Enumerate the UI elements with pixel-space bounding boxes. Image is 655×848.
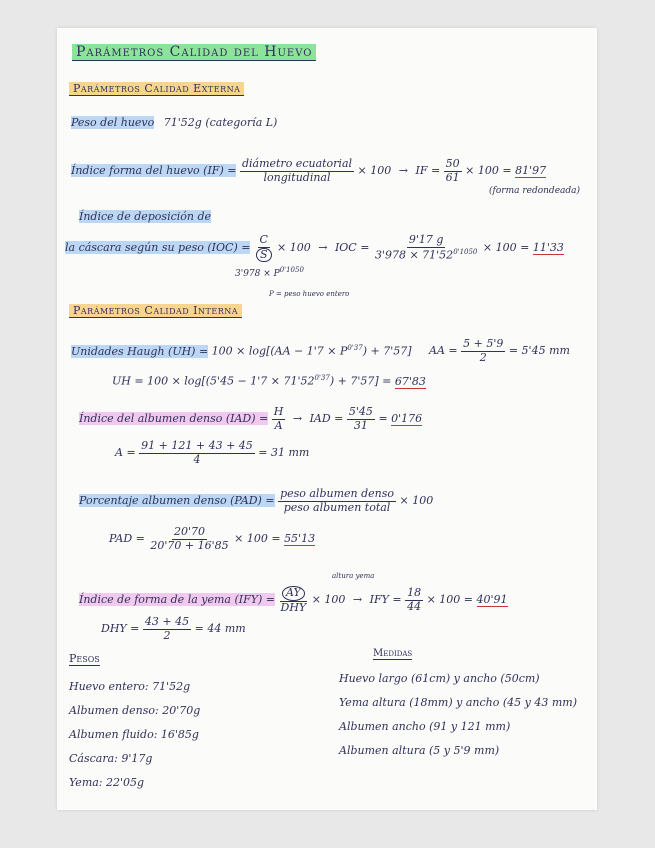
iad-result: 0'176	[391, 412, 423, 426]
ify-row: Índice de forma de la yema (IFY) = $\frac{AY}{\text{DHY}}$ × 100 → IFY = $\frac{18}{44}$ × 100 = 40'91	[79, 586, 508, 614]
shape-index-row: Índice forma del huevo (IF) = $\frac{\text{diámetro ecuatorial}}{\text{longitudinal}}$ × 100 → IF = $\frac{50}{61}$ × 100 = 81'97	[71, 157, 547, 184]
deposition-label-line2: la cáscara según su peso (IOC) =	[65, 241, 251, 255]
egg-weight-label: Peso del huevo	[71, 116, 155, 129]
deposition-result: 11'33	[532, 241, 564, 255]
haugh-line2: UH = $100 \times \log[(5'45 - 1'7 \times 71'52^{0'37}) + 7'57] = 67'83$	[112, 374, 426, 388]
arrow-icon: →	[292, 412, 303, 426]
pad-result: 55'13	[284, 532, 316, 546]
weights-heading: Pesos	[69, 652, 100, 665]
arrow-icon: →	[318, 241, 328, 255]
weight-item: Albumen denso: 20'70g	[69, 704, 201, 717]
internal-quality-heading: Parámetros Calidad Interna	[69, 304, 242, 318]
measures-list	[339, 672, 577, 768]
weight-item: Yema: 22'05g	[69, 776, 145, 789]
arrow-icon: →	[398, 164, 408, 178]
haugh-label: Unidades Haugh (UH) =	[71, 344, 209, 358]
iad-label: Índice del albumen denso (IAD) =	[79, 412, 269, 426]
deposition-label-line1: Índice de deposición de	[79, 210, 212, 223]
measure-item: Albumen ancho (91 y 121 mm)	[339, 720, 511, 733]
shape-index-values: $\frac{50}{61}$	[445, 157, 460, 184]
p-note: P = peso huevo entero	[269, 290, 350, 298]
measure-item: Yema altura (18mm) y ancho (45 y 43 mm)	[339, 696, 577, 709]
deposition-fraction: $\frac{C}{S}$	[254, 234, 274, 262]
notebook-sheet	[57, 28, 597, 810]
page-title: Parámetros Calidad del Huevo	[72, 44, 316, 61]
egg-weight-row	[71, 116, 277, 129]
aa-calc: AA = $\frac{5 + 5'9}{2}$ = 5'45 mm	[429, 337, 570, 364]
haugh-result: 67'83	[394, 374, 426, 388]
shape-index-label: Índice forma del huevo (IF) =	[71, 164, 237, 178]
ify-label: Índice de forma de la yema (IFY) =	[79, 593, 276, 607]
shape-note: (forma redondeada)	[489, 186, 581, 196]
ify-result: 40'91	[476, 593, 508, 607]
measure-item: Huevo largo (61cm) y ancho (50cm)	[339, 672, 540, 685]
pad-row: Porcentaje albumen denso (PAD) = $\frac{\text{peso albumen denso}}{\text{peso albumen total}}$ × 100	[79, 487, 434, 514]
pad-calc: PAD = $\frac{20'70}{20'70 + 16'85}$ × 100 = 55'13	[109, 525, 316, 552]
arrow-icon: →	[352, 593, 363, 607]
weight-item: Cáscara: 9'17g	[69, 752, 153, 765]
deposition-row: la cáscara según su peso (IOC) = $\frac{C}{S}$ × 100 → IOC = $\frac{9'17 g}{3'978 \times 71'52^{0'1050}}$ × 100 = 11'33	[65, 233, 564, 262]
ay-note: altura yema	[332, 572, 375, 580]
dhy-calc: DHY = $\frac{43 + 45}{2}$ = 44 mm	[101, 615, 246, 642]
s-formula: $3'978 \times P^{0'1050}$	[235, 266, 304, 279]
measures-heading: Medidas	[373, 648, 413, 659]
a-calc: A = $\frac{91 + 121 + 43 + 45}{4}$ = 31 mm	[115, 439, 310, 466]
weight-item: Albumen fluido: 16'85g	[69, 728, 199, 741]
weight-item: Huevo entero: 71'52g	[69, 680, 191, 693]
haugh-row: Unidades Haugh $(UH) = 100 \times \log[(AA - 1'7 \times P^{0'37}) + 7'57]$	[71, 344, 412, 358]
egg-weight-value: 71'52g (categoría L)	[163, 116, 278, 129]
measure-item: Albumen altura (5 y 5'9 mm)	[339, 744, 500, 757]
deposition-values: $\frac{9'17 g}{3'978 \times 71'52^{0'1050}}$	[374, 233, 478, 262]
shape-index-fraction: $\frac{\text{diámetro ecuatorial}}{\text{longitudinal}}$	[241, 157, 353, 184]
external-quality-heading: Parámetros Calidad Externa	[69, 82, 244, 96]
weights-list	[69, 680, 200, 800]
pad-label: Porcentaje albumen denso (PAD) =	[79, 494, 275, 508]
iad-row: Índice del albumen denso (IAD) = $\frac{H}{A}$ → IAD = $\frac{5'45}{31}$ = 0'176	[79, 405, 423, 432]
shape-index-result: 81'97	[515, 164, 547, 178]
